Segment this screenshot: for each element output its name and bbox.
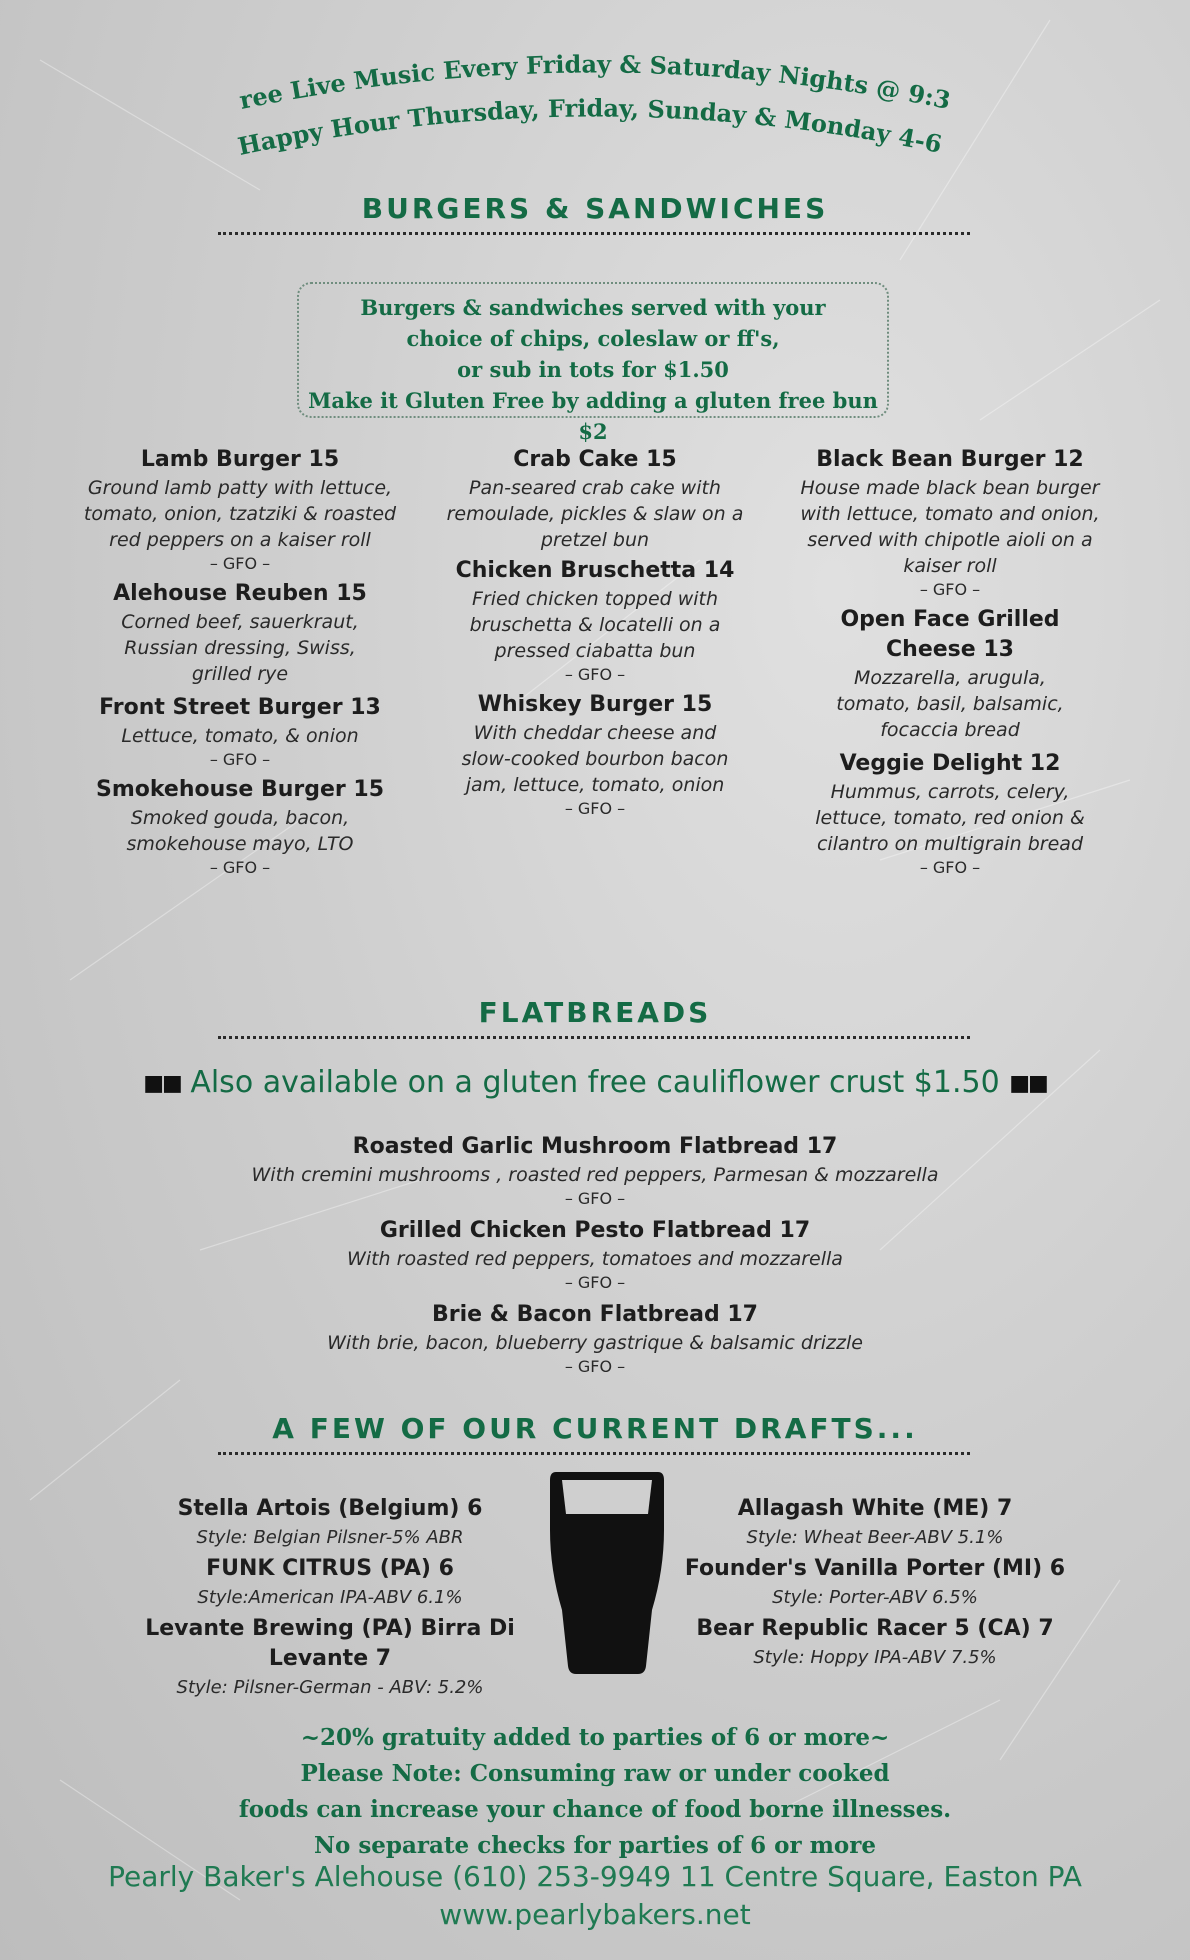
item-name: Crab Cake 15 [513, 447, 677, 472]
item-name: Chicken Bruschetta 14 [455, 558, 735, 583]
draft-style: Style: Wheat Beer-ABV 5.1% [746, 1527, 1004, 1548]
menu-item [780, 749, 1120, 879]
draft-item [665, 1554, 1085, 1612]
item-name: Grilled Chicken Pesto Flatbread 17 [379, 1218, 811, 1243]
burgers-column-left [70, 442, 410, 883]
item-description: Ground lamb patty with lettuce, tomato, onion, tzatziki & roasted red peppers on a kaiser roll [83, 477, 397, 551]
gfo-tag: – GFO – [564, 1189, 626, 1208]
draft-style: Style: Porter-ABV 6.5% [772, 1587, 978, 1608]
draft-name: Allagash White (ME) 7 [737, 1496, 1013, 1521]
burgers-section-title: BURGERS & SANDWICHES [361, 192, 829, 225]
live-music-line: ree Live Music Every Friday & Saturday Nights @ 9:3 [236, 49, 954, 115]
gfo-tag: – GFO – [564, 665, 626, 684]
menu-item [70, 579, 410, 687]
item-name: Open Face Grilled Cheese 13 [840, 607, 1060, 662]
item-name: Alehouse Reuben 15 [113, 581, 367, 606]
footer-notes [0, 1720, 1190, 1864]
menu-item [70, 445, 410, 575]
item-name: Roasted Garlic Mushroom Flatbread 17 [352, 1134, 838, 1159]
draft-item [95, 1614, 565, 1702]
item-description: Fried chicken topped with bruschetta & locatelli on a pressed ciabatta bun [469, 588, 721, 662]
flatbreads-section-title: FLATBREADS [478, 996, 712, 1029]
gfo-tag: – GFO – [564, 799, 626, 818]
item-name: Brie & Bacon Flatbread 17 [432, 1302, 758, 1327]
item-description: Lettuce, tomato, & onion [121, 725, 359, 747]
draft-item [665, 1494, 1085, 1552]
menu-item [425, 690, 765, 820]
item-description: With cremini mushrooms , roasted red peppers, Parmesan & mozzarella [251, 1164, 939, 1186]
note-line: Make it Gluten Free by adding a gluten free bun $2 [308, 388, 878, 444]
item-description: House made black bean burger with lettuce, tomato and onion, served with chipotle aioli on a kaiser roll [800, 477, 1100, 577]
item-description: With brie, bacon, blueberry gastrique & balsamic drizzle [327, 1332, 863, 1354]
menu-item [780, 445, 1120, 601]
draft-name: FUNK CITRUS (PA) 6 [206, 1556, 454, 1581]
menu-item [0, 1216, 1190, 1294]
burgers-column-middle [425, 442, 765, 824]
bullet-squares-icon: ■■ [143, 1071, 181, 1096]
cauliflower-crust-note [0, 1065, 1190, 1100]
draft-item [95, 1554, 565, 1612]
menu-item [780, 605, 1120, 743]
item-description: Smoked gouda, bacon, smokehouse mayo, LTO [126, 807, 354, 855]
bullet-squares-icon: ■■ [1009, 1071, 1047, 1096]
item-name: Front Street Burger 13 [99, 695, 381, 720]
menu-item [425, 556, 765, 686]
burgers-note-box [297, 282, 889, 444]
menu-item [0, 1300, 1190, 1378]
item-description: Pan-seared crab cake with remoulade, pickles & slaw on a pretzel bun [446, 477, 744, 551]
item-name: Black Bean Burger 12 [816, 447, 1084, 472]
menu-item [425, 445, 765, 553]
draft-item [665, 1614, 1085, 1672]
item-description: With cheddar cheese and slow-cooked bourbon bacon jam, lettuce, tomato, onion [461, 722, 729, 796]
raw-food-warning: Please Note: Consuming raw or under cooked [300, 1760, 890, 1787]
item-name: Smokehouse Burger 15 [95, 777, 385, 802]
menu-item [70, 693, 410, 771]
draft-name: Stella Artois (Belgium) 6 [177, 1496, 483, 1521]
draft-style: Style: Hoppy IPA-ABV 7.5% [753, 1647, 997, 1668]
item-description: With roasted red peppers, tomatoes and mozzarella [347, 1248, 843, 1270]
separate-checks-note: No separate checks for parties of 6 or more [313, 1832, 877, 1859]
draft-style: Style: Belgian Pilsner-5% ABR [196, 1527, 464, 1548]
item-name: Veggie Delight 12 [839, 751, 1061, 776]
note-line: or sub in tots for $1.50 [457, 357, 729, 382]
note-line: choice of chips, coleslaw or ff's, [406, 326, 780, 351]
divider-dots [218, 1036, 970, 1039]
divider-dots [218, 1452, 970, 1455]
gfo-tag: – GFO – [209, 858, 271, 877]
draft-item [95, 1494, 565, 1552]
divider-dots [218, 232, 970, 235]
note-line: Burgers & sandwiches served with your [360, 295, 826, 320]
menu-item [70, 775, 410, 879]
gfo-tag: – GFO – [564, 1357, 626, 1376]
item-description: Mozzarella, arugula, tomato, basil, balsamic, focaccia bread [836, 667, 1064, 741]
item-name: Whiskey Burger 15 [477, 692, 713, 717]
draft-style: Style: Pilsner-German - ABV: 5.2% [176, 1677, 484, 1698]
gfo-tag: – GFO – [564, 1273, 626, 1292]
gfo-tag: – GFO – [919, 580, 981, 599]
burgers-column-right [780, 442, 1120, 883]
contact-line: Pearly Baker's Alehouse (610) 253-9949 11 Centre Square, Easton PA [108, 1860, 1082, 1893]
draft-name: Levante Brewing (PA) Birra Di Levante 7 [145, 1616, 515, 1671]
raw-food-warning: foods can increase your chance of food borne illnesses. [238, 1796, 952, 1823]
footer-contact [0, 1858, 1190, 1934]
drafts-column-right [665, 1494, 1085, 1674]
cauliflower-crust-text: Also available on a gluten free cauliflower crust $1.50 [190, 1065, 1000, 1100]
draft-name: Founder's Vanilla Porter (MI) 6 [684, 1556, 1066, 1581]
drafts-section-title: A FEW OF OUR CURRENT DRAFTS... [272, 1412, 918, 1445]
draft-name: Bear Republic Racer 5 (CA) 7 [696, 1616, 1054, 1641]
draft-style: Style:American IPA-ABV 6.1% [197, 1587, 463, 1608]
flatbread-list [0, 1132, 1190, 1384]
gratuity-note: ~20% gratuity added to parties of 6 or more~ [300, 1724, 890, 1751]
item-name: Lamb Burger 15 [140, 447, 340, 472]
happy-hour-line: Happy Hour Thursday, Friday, Sunday & Monday 4-6 [235, 93, 945, 161]
gfo-tag: – GFO – [209, 750, 271, 769]
gfo-tag: – GFO – [209, 554, 271, 573]
pint-glass-icon [548, 1470, 666, 1676]
website-link[interactable]: www.pearlybakers.net [439, 1898, 751, 1931]
drafts-column-left [95, 1494, 565, 1704]
menu-item [0, 1132, 1190, 1210]
item-description: Hummus, carrots, celery, lettuce, tomato, red onion & cilantro on multigrain bread [815, 781, 1085, 855]
gfo-tag: – GFO – [919, 858, 981, 877]
announcement-banner [195, 35, 995, 175]
item-description: Corned beef, sauerkraut, Russian dressing, Swiss, grilled rye [121, 611, 359, 685]
